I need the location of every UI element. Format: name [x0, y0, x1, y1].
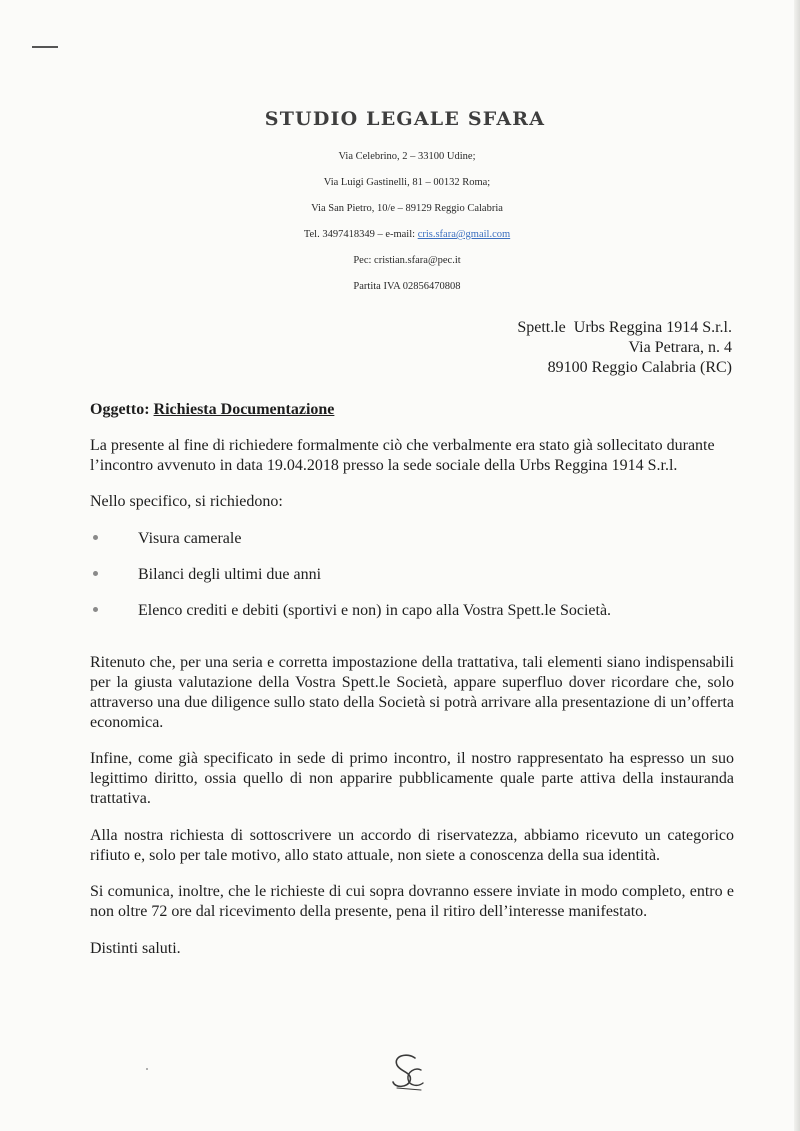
paper-speck	[146, 1068, 148, 1070]
anonymity-paragraph: Infine, come già specificato in sede di primo incontro, il nostro rappresentato ha espresso un suo legittimo diritto, ossia quello di non apparire pubblicamente quale parte attiva della instauranda trattativa.	[90, 750, 734, 807]
recipient-street: Via Petrara, n. 4	[628, 339, 732, 356]
recipient-name: Spett.le Urbs Reggina 1914 S.r.l.	[517, 319, 732, 336]
recipient-block	[517, 318, 732, 378]
bullet-icon	[93, 607, 98, 612]
signature-mark	[385, 1050, 429, 1094]
subject-line	[90, 400, 734, 420]
firm-name: STUDIO LEGALE SFARA	[264, 108, 546, 130]
phone-email-prefix: Tel. 3497418349 – e-mail:	[303, 229, 418, 240]
request-list	[90, 529, 734, 637]
list-item	[90, 565, 734, 601]
due-diligence-paragraph: Ritenuto che, per una seria e corretta impostazione della trattativa, tali elementi siano indispensabili per la giusta valutazione della Vostra Spett.le Società, appare superfluo dover ricordare che, solo attraverso una due diligence sullo stato della Società si potrà arrivare alla presentazione di un’offerta economica.	[90, 654, 734, 731]
recipient-city: 89100 Reggio Calabria (RC)	[547, 359, 732, 376]
letter-body	[90, 400, 734, 976]
intro-paragraph: La presente al fine di richiedere formalmente ciò che verbalmente era stato già sollecitato durante l’incontro avvenuto in data 19.04.2018 presso la sede sociale della Urbs Reggina 1914 S.r.l.	[90, 436, 715, 474]
pec-line: Pec: cristian.sfara@pec.it	[353, 255, 461, 266]
specific-paragraph: Nello specifico, si richiedono:	[90, 493, 283, 511]
address-reggio: Via San Pietro, 10/e – 89129 Reggio Calabria	[311, 203, 503, 214]
bullet-icon	[93, 535, 98, 540]
address-roma: Via Luigi Gastinelli, 81 – 00132 Roma;	[323, 177, 491, 188]
vat-line: Partita IVA 02856470808	[353, 281, 461, 292]
address-udine: Via Celebrino, 2 – 33100 Udine;	[338, 151, 476, 162]
corner-mark	[32, 46, 58, 48]
bullet-icon	[93, 571, 98, 576]
closing-line: Distinti saluti.	[90, 939, 181, 957]
contact-line	[14, 228, 800, 254]
confidentiality-paragraph: Alla nostra richiesta di sottoscrivere un accordo di riservatezza, abbiamo ricevuto un categorico rifiuto e, solo per tale motivo, allo stato attuale, non siete a conoscenza della sua identità.	[90, 826, 734, 864]
subject-value: Richiesta Documentazione	[153, 401, 335, 418]
request-item-label: Bilanci degli ultimi due anni	[138, 566, 322, 584]
request-item-label: Visura camerale	[138, 530, 242, 548]
email-link[interactable]: cris.sfara@gmail.com	[417, 229, 511, 240]
request-item-label: Elenco crediti e debiti (sportivi e non) in capo alla Vostra Spett.le Società.	[138, 602, 612, 620]
subject-label: Oggetto:	[90, 401, 150, 418]
list-item	[90, 529, 734, 565]
list-item	[90, 601, 734, 637]
signature	[385, 1050, 429, 1098]
letterhead	[0, 108, 800, 306]
deadline-paragraph: Si comunica, inoltre, che le richieste di cui sopra dovranno essere inviate in modo completo, entro e non oltre 72 ore dal ricevimento della presente, pena il ritiro dell’interesse manifestato.	[90, 883, 734, 921]
